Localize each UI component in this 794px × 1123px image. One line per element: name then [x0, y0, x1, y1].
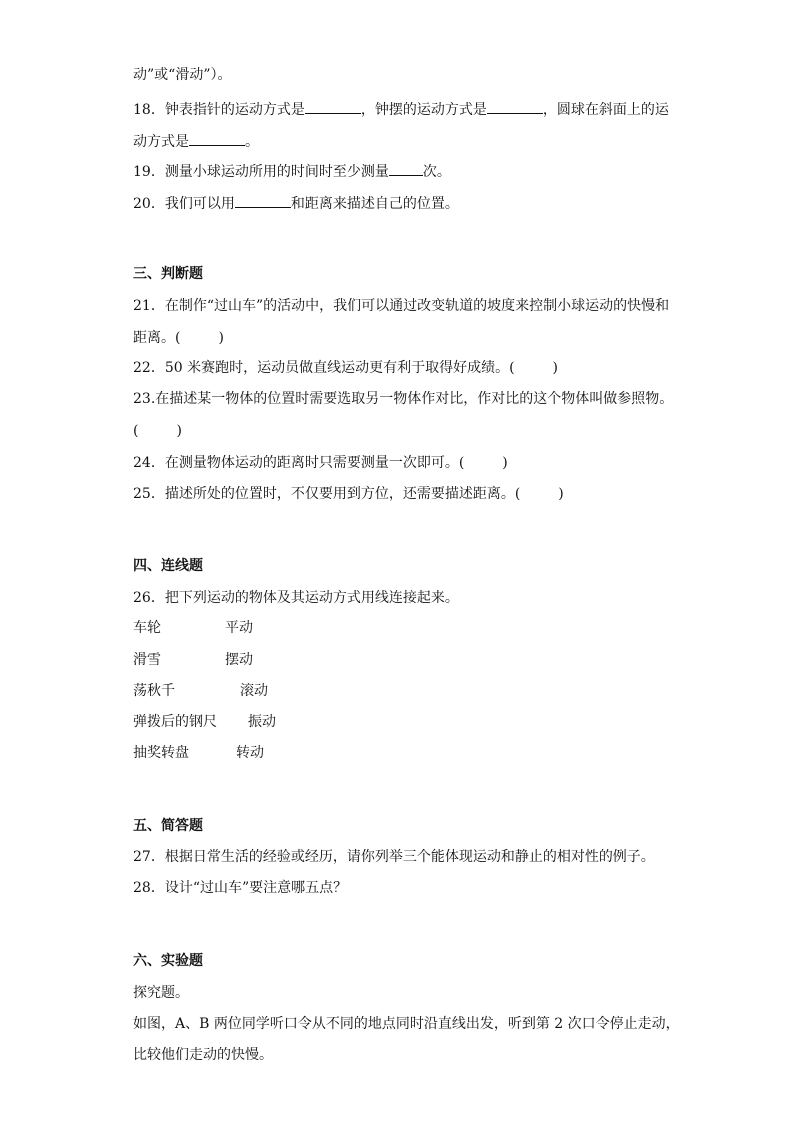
section-title-matching: 四、连线题	[133, 558, 203, 574]
experiment-text-cont: 比较他们走动的快慢。	[133, 1047, 273, 1063]
answer-blank[interactable]	[305, 99, 361, 114]
question-26: 26．把下列运动的物体及其运动方式用线连接起来。	[133, 590, 459, 606]
match-object[interactable]: 车轮	[133, 620, 161, 636]
question-24: 24．在测量物体运动的距离时只需要测量一次即可。( )	[133, 455, 508, 471]
section-title-experiment: 六、实验题	[133, 953, 203, 969]
question-21: 21．在制作“过山车”的活动中，我们可以通过改变轨道的坡度来控制小球运动的快慢和	[133, 298, 670, 314]
question-22: 22．50 米赛跑时，运动员做直线运动更有利于取得好成绩。( )	[133, 360, 559, 376]
question-28: 28．设计“过山车”要注意哪五点？	[133, 880, 348, 896]
match-motion[interactable]: 摆动	[225, 652, 253, 668]
match-motion[interactable]: 滚动	[240, 683, 268, 699]
question-23: 23.在描述某一物体的位置时需要选取另一物体作对比，作对比的这个物体叫做参照物。	[133, 391, 674, 407]
match-object[interactable]: 抽奖转盘	[133, 745, 189, 761]
match-object[interactable]: 滑雪	[133, 652, 161, 668]
q17-tail: 动”或“滑动”）。	[133, 67, 232, 83]
answer-blank[interactable]	[389, 161, 423, 176]
answer-blank[interactable]	[189, 131, 245, 146]
experiment-intro: 探究题。	[133, 985, 189, 1001]
answer-blank[interactable]	[487, 99, 543, 114]
match-object[interactable]: 荡秋千	[133, 683, 175, 699]
question-18: 18．钟表指针的运动方式是 ，钟摆的运动方式是 ，圆球在斜面上的运	[133, 99, 669, 119]
section-title-judgement: 三、判断题	[133, 266, 203, 282]
question-20: 20．我们可以用 和距离来描述自己的位置。	[133, 193, 459, 213]
match-motion[interactable]: 振动	[248, 714, 276, 730]
section-title-short-answer: 五、简答题	[133, 818, 203, 834]
question-18-cont: 动方式是 。	[133, 131, 259, 151]
match-object[interactable]: 弹拨后的钢尺	[133, 714, 217, 730]
question-25: 25．描述所处的位置时，不仅要用到方位，还需要描述距离。( )	[133, 486, 564, 502]
question-23-cont: ( )	[133, 423, 182, 439]
question-19: 19．测量小球运动所用的时间时至少测量 次。	[133, 161, 451, 181]
match-motion[interactable]: 平动	[225, 620, 253, 636]
answer-blank[interactable]	[235, 193, 291, 208]
experiment-text: 如图，A、B 两位同学听口令从不同的地点同时沿直线出发，听到第 2 次口令停止走动，	[133, 1016, 680, 1032]
question-27: 27．根据日常生活的经验或经历，请你列举三个能体现运动和静止的相对性的例子。	[133, 849, 655, 865]
match-motion[interactable]: 转动	[236, 745, 264, 761]
question-21-cont: 距离。( )	[133, 330, 224, 346]
